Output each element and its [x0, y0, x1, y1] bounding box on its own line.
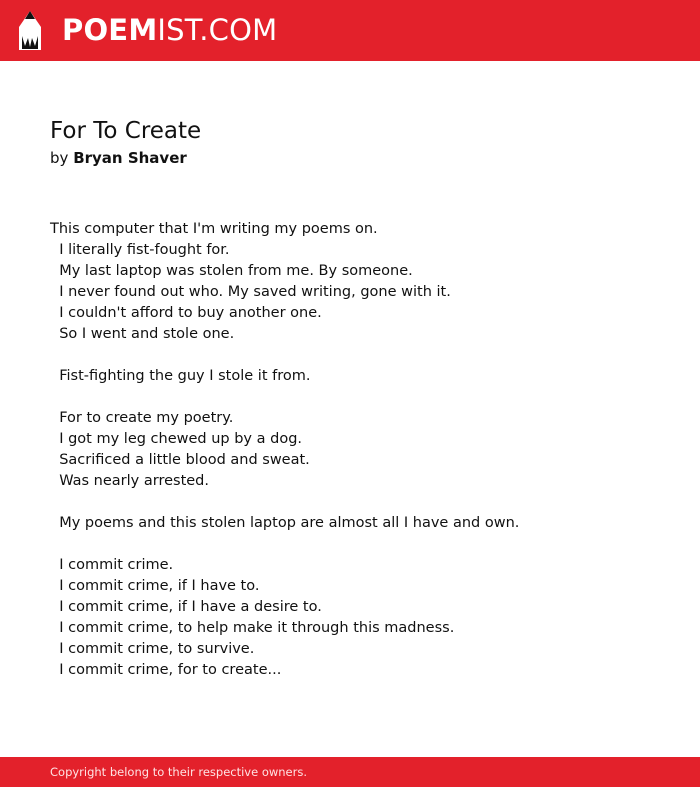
poem-line: Sacrificed a little blood and sweat. — [50, 452, 310, 468]
poem-line: Was nearly arrested. — [50, 473, 209, 489]
poem-line: This computer that I'm writing my poems on. — [50, 221, 378, 237]
logo-thin-text: IST.COM — [157, 13, 278, 47]
poem-line: So I went and stole one. — [50, 326, 235, 342]
poem-line: For to create my poetry. — [50, 410, 234, 426]
logo-bold-text: POEM — [62, 13, 158, 47]
poem-line: I commit crime, for to create... — [50, 662, 282, 678]
poem-line: I commit crime. — [50, 557, 174, 573]
poem-line: I commit crime, if I have to. — [50, 578, 260, 594]
poem-line: Fist-fighting the guy I stole it from. — [50, 368, 311, 384]
stanza-break — [50, 534, 660, 555]
pencil-tip-icon[interactable] — [17, 10, 43, 51]
byline — [50, 148, 187, 169]
by-label: by — [50, 149, 69, 167]
poem-line: I commit crime, to help make it through this madness. — [50, 620, 455, 636]
site-header — [0, 0, 700, 61]
poem-title: For To Create — [50, 118, 202, 144]
poem-line: My last laptop was stolen from me. By someone. — [50, 263, 413, 279]
stanza-break — [50, 387, 660, 408]
stanza-break — [50, 492, 660, 513]
poem-line: I literally fist-fought for. — [50, 242, 230, 258]
poem-body — [50, 219, 660, 681]
site-footer — [0, 757, 700, 787]
site-logo[interactable] — [62, 12, 277, 48]
copyright-notice: Copyright belong to their respective owners. — [50, 765, 308, 779]
stanza-break — [50, 345, 660, 366]
poem-line: I couldn't afford to buy another one. — [50, 305, 331, 321]
poem-line: My poems and this stolen laptop are almost all I have and own. — [50, 515, 520, 531]
poem-line: I commit crime, to survive. — [50, 641, 255, 657]
poem-line: I never found out who. My saved writing, gone with it. — [50, 284, 451, 300]
author-name: Bryan Shaver — [73, 149, 187, 167]
poem-line: I commit crime, if I have a desire to. — [50, 599, 322, 615]
poem-line: I got my leg chewed up by a dog. — [50, 431, 303, 447]
